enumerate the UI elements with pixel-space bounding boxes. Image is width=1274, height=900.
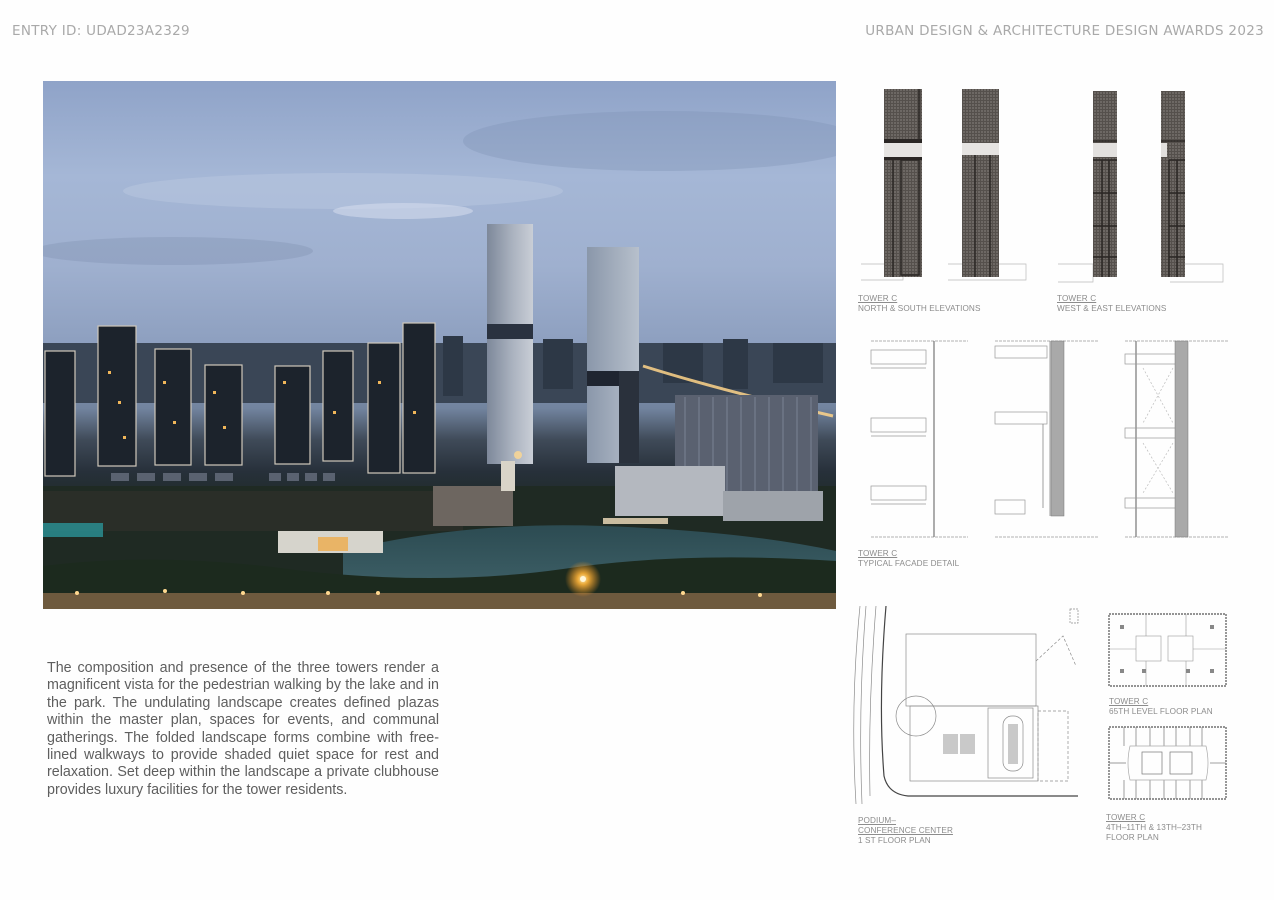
caption-north-south-elevations: TOWER C NORTH & SOUTH ELEVATIONS bbox=[858, 294, 981, 313]
caption-west-east-elevations: TOWER C WEST & EAST ELEVATIONS bbox=[1057, 294, 1167, 313]
project-description: The composition and presence of the three towers render a magnificent vista for the pedestrian walking by the lake and in the park. The undulating landscape creates defined plazas within the master plan, spaces for events, and communal gatherings. The folded landscape forms combine with free-lined walkways to provide shaded quiet space for rest and relaxation. Set deep within the landscape a private clubhouse provides luxury facilities for the tower residents. bbox=[47, 660, 439, 798]
caption-facade-detail: TOWER C TYPICAL FACADE DETAIL bbox=[858, 549, 960, 568]
podium-floor-plan-drawing bbox=[848, 606, 1080, 806]
caption-level-65-plan: TOWER C 65TH LEVEL FLOOR PLAN bbox=[1109, 697, 1213, 716]
caption-typical-floor-plan: TOWER C 4TH–11TH & 13TH–23TH FLOOR PLAN bbox=[1106, 813, 1203, 842]
section-drawing bbox=[868, 338, 1233, 543]
hero-photo bbox=[43, 81, 836, 609]
typical-floor-plan-drawing bbox=[1106, 724, 1229, 802]
floor-plan-drawing bbox=[848, 606, 1080, 806]
facade-detail-drawing bbox=[868, 338, 1233, 543]
award-title: URBAN DESIGN & ARCHITECTURE DESIGN AWARDS 2023 bbox=[865, 23, 1264, 39]
floor-plan-drawing bbox=[1106, 611, 1229, 689]
entry-id: ENTRY ID: UDAD23A2329 bbox=[12, 23, 190, 39]
floor-plan-drawing bbox=[1106, 724, 1229, 802]
elevation-drawing bbox=[858, 86, 1033, 286]
west-east-elevations-drawing bbox=[1055, 86, 1230, 286]
north-south-elevations-drawing bbox=[858, 86, 1033, 286]
caption-podium-plan: PODIUM– CONFERENCE CENTER 1 ST FLOOR PLAN bbox=[858, 816, 953, 845]
elevation-drawing bbox=[1055, 86, 1230, 286]
city-skyline-illustration bbox=[43, 81, 836, 609]
level-65-floor-plan-drawing bbox=[1106, 611, 1229, 689]
